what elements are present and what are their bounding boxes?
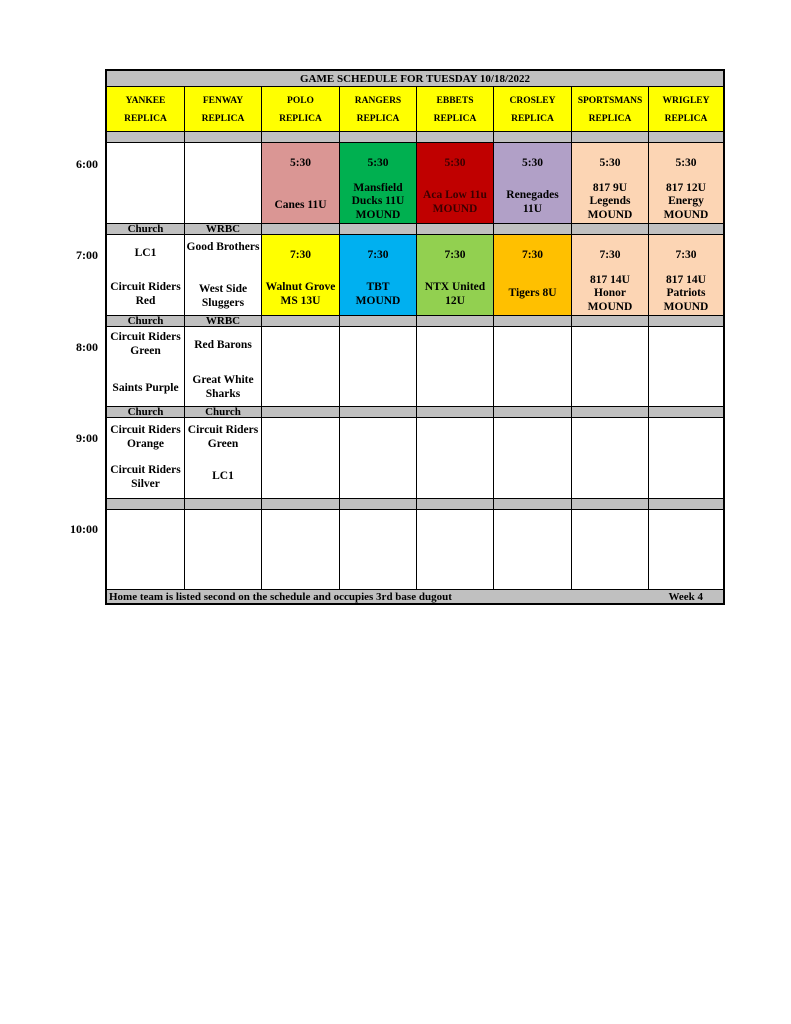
slot-7-polo [262, 235, 340, 316]
game-time: 7:30 [367, 249, 389, 261]
game-home: Good Brothers [186, 241, 260, 253]
slot-9-fenway [185, 418, 262, 499]
slot-9-sportsmans [572, 418, 649, 499]
field-sub: REPLICA [588, 113, 632, 124]
slot-6-polo [262, 143, 340, 224]
separator-row [494, 132, 572, 143]
game-team: NTX United 12U [424, 281, 486, 308]
game-time: 5:30 [675, 157, 697, 169]
game-team: Walnut Grove MS 13U [265, 281, 336, 308]
slot-7-rangers [340, 235, 417, 316]
week-label: Week 4 [668, 591, 703, 603]
slot-6-fenway [185, 143, 262, 224]
slot-9-rangers [340, 418, 417, 499]
time-label-6: 6:00 [76, 157, 98, 171]
separator-row [572, 499, 649, 510]
separator-row [417, 224, 494, 235]
field-sub: REPLICA [124, 113, 167, 124]
field-name: POLO [287, 96, 314, 107]
separator-row [494, 499, 572, 510]
schedule-title: GAME SCHEDULE FOR TUESDAY 10/18/2022 [107, 71, 723, 87]
slot-6-ebbets [417, 143, 494, 224]
field-sub: REPLICA [664, 113, 708, 124]
slot-9-yankee [107, 418, 185, 499]
separator-row [262, 132, 340, 143]
game-away: LC1 [212, 470, 234, 483]
game-team: Tigers 8U [508, 287, 557, 300]
game-home: LC1 [134, 247, 157, 259]
separator-row [340, 407, 417, 418]
separator-row [649, 316, 723, 327]
slot-9-crosley [494, 418, 572, 499]
slot-6-yankee [107, 143, 185, 224]
game-away: Circuit Riders Red [110, 281, 181, 308]
slot-8-polo [262, 327, 340, 407]
game-home: Circuit Riders Green [187, 424, 259, 450]
game-time: 7:30 [521, 249, 544, 261]
time-label-8: 8:00 [76, 340, 98, 354]
slot-8-wrigley [649, 327, 723, 407]
separator-row [649, 224, 723, 235]
game-team: TBT MOUND [355, 281, 401, 308]
venue-label-fenway: Church [185, 407, 262, 418]
time-label-10: 10:00 [70, 522, 98, 536]
separator-row [185, 132, 262, 143]
separator-row [340, 499, 417, 510]
game-team: 817 9U Legends MOUND [587, 181, 633, 222]
field-header-polo [262, 87, 340, 132]
slot-7-fenway [185, 235, 262, 316]
separator-row [417, 499, 494, 510]
slot-8-fenway [185, 327, 262, 407]
game-time: 7:30 [289, 249, 312, 261]
game-team: Aca Low 11u MOUND [423, 189, 487, 216]
game-home: Red Barons [194, 339, 252, 351]
game-home: Circuit Riders Green [110, 331, 181, 357]
venue-label-fenway: WRBC [185, 316, 262, 327]
game-home: Circuit Riders Orange [110, 424, 181, 450]
slot-7-sportsmans [572, 235, 649, 316]
slot-10-wrigley [649, 510, 723, 589]
separator-row [494, 316, 572, 327]
separator-row [649, 407, 723, 418]
slot-9-polo [262, 418, 340, 499]
field-name: EBBETS [436, 96, 474, 107]
venue-label-yankee: Church [107, 407, 185, 418]
game-time: 5:30 [521, 157, 544, 169]
schedule-table [105, 69, 725, 605]
game-time: 5:30 [367, 157, 389, 169]
separator-row [340, 316, 417, 327]
slot-9-wrigley [649, 418, 723, 499]
slot-8-sportsmans [572, 327, 649, 407]
field-name: YANKEE [125, 96, 166, 107]
game-time: 5:30 [444, 157, 466, 169]
field-name: SPORTSMANS [577, 96, 643, 107]
field-sub: REPLICA [356, 113, 400, 124]
separator-row [340, 224, 417, 235]
game-time: 5:30 [599, 157, 621, 169]
slot-10-ebbets [417, 510, 494, 589]
separator-row [417, 407, 494, 418]
field-header-ebbets [417, 87, 494, 132]
slot-8-yankee [107, 327, 185, 407]
game-time: 5:30 [289, 157, 312, 169]
separator-row [494, 407, 572, 418]
slot-7-ebbets [417, 235, 494, 316]
field-sub: REPLICA [433, 113, 477, 124]
field-name: FENWAY [202, 96, 244, 107]
slot-10-rangers [340, 510, 417, 589]
separator-row [417, 132, 494, 143]
slot-10-sportsmans [572, 510, 649, 589]
game-time: 7:30 [444, 249, 466, 261]
game-away: Saints Purple [112, 382, 179, 395]
separator-row [185, 499, 262, 510]
slot-7-wrigley [649, 235, 723, 316]
field-name: CROSLEY [509, 96, 556, 107]
field-name: WRIGLEY [662, 96, 710, 107]
time-label-7: 7:00 [76, 248, 98, 262]
game-team: 817 14U Patriots MOUND [663, 273, 709, 314]
field-name: RANGERS [354, 96, 402, 107]
venue-label-yankee: Church [107, 224, 185, 235]
slot-8-rangers [340, 327, 417, 407]
separator-row [340, 132, 417, 143]
time-label-9: 9:00 [76, 431, 98, 445]
game-time: 7:30 [675, 249, 697, 261]
slot-9-ebbets [417, 418, 494, 499]
field-header-wrigley [649, 87, 723, 132]
separator-row [572, 316, 649, 327]
game-away: West Side Sluggers [198, 283, 248, 310]
slot-10-crosley [494, 510, 572, 589]
separator-row [494, 224, 572, 235]
separator-row [649, 499, 723, 510]
separator-row [572, 132, 649, 143]
slot-10-fenway [185, 510, 262, 589]
slot-10-polo [262, 510, 340, 589]
separator-row [417, 316, 494, 327]
field-header-crosley [494, 87, 572, 132]
separator-row [262, 499, 340, 510]
game-team: 817 14U Honor MOUND [587, 273, 633, 314]
game-time: 7:30 [599, 249, 621, 261]
schedule-footer [107, 589, 723, 603]
game-team: Canes 11U [274, 199, 327, 212]
field-sub: REPLICA [201, 113, 245, 124]
slot-6-sportsmans [572, 143, 649, 224]
separator-row [262, 224, 340, 235]
game-away: Circuit Riders Silver [110, 464, 181, 491]
separator-row [572, 407, 649, 418]
footer-note: Home team is listed second on the schedule and occupies 3rd base dugout [109, 591, 452, 603]
venue-label-fenway: WRBC [185, 224, 262, 235]
slot-7-yankee [107, 235, 185, 316]
separator-row [262, 407, 340, 418]
slot-8-crosley [494, 327, 572, 407]
slot-8-ebbets [417, 327, 494, 407]
field-header-yankee [107, 87, 185, 132]
slot-10-yankee [107, 510, 185, 589]
game-team: Mansfield Ducks 11U MOUND [351, 181, 405, 222]
field-sub: REPLICA [511, 113, 554, 124]
game-team: 817 12U Energy MOUND [663, 181, 709, 222]
separator-row [649, 132, 723, 143]
venue-label-yankee: Church [107, 316, 185, 327]
separator-row [107, 499, 185, 510]
game-team: Renegades 11U [506, 189, 559, 216]
field-sub: REPLICA [279, 113, 322, 124]
slot-6-crosley [494, 143, 572, 224]
field-header-rangers [340, 87, 417, 132]
slot-6-rangers [340, 143, 417, 224]
slot-6-wrigley [649, 143, 723, 224]
game-away: Great White Sharks [192, 374, 254, 401]
field-header-sportsmans [572, 87, 649, 132]
slot-7-crosley [494, 235, 572, 316]
field-header-fenway [185, 87, 262, 132]
separator-row [262, 316, 340, 327]
separator-row [572, 224, 649, 235]
separator-row [107, 132, 185, 143]
